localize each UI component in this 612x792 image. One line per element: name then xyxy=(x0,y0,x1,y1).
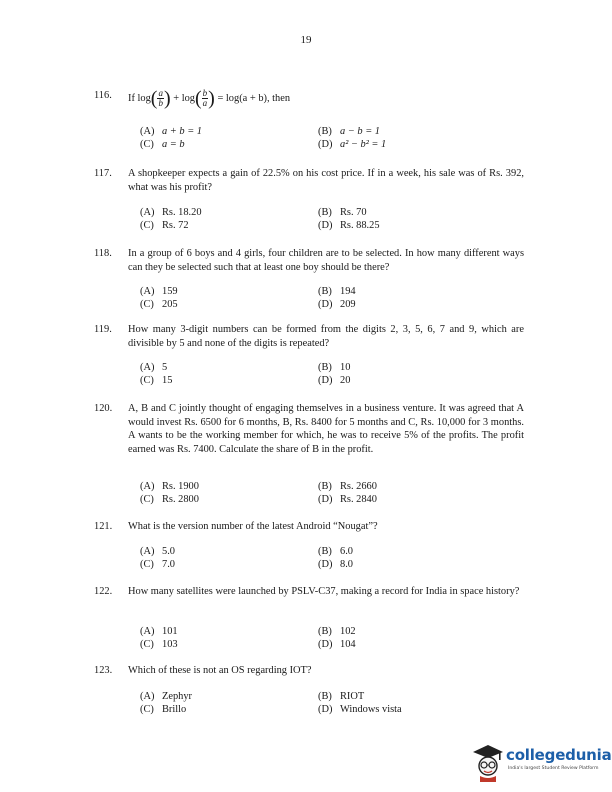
option-b[interactable]: (B) a − b = 1 xyxy=(318,126,380,137)
question-number: 122. xyxy=(94,586,113,597)
question-number: 118. xyxy=(94,248,112,259)
option-d[interactable]: (D) 209 xyxy=(318,299,356,310)
option-b[interactable]: (B) Rs. 2660 xyxy=(318,481,377,492)
question-118 xyxy=(94,247,524,274)
question-122 xyxy=(94,585,524,599)
question-text: How many 3-digit numbers can be formed from the digits 2, 3, 5, 6, 7 and 9, which are divisible by 5 and none of the digits is repeated? xyxy=(128,324,524,349)
option-c[interactable]: (C) 15 xyxy=(140,375,173,386)
question-text: What is the version number of the latest Android “Nougat”? xyxy=(128,521,378,532)
option-b[interactable]: (B) Rs. 70 xyxy=(318,207,367,218)
option-a[interactable]: (A) 159 xyxy=(140,286,178,297)
page-number: 19 xyxy=(300,34,312,46)
question-number: 116. xyxy=(94,90,112,101)
option-b[interactable]: (B) 194 xyxy=(318,286,356,297)
option-b[interactable]: (B) 6.0 xyxy=(318,546,353,557)
option-d[interactable]: (D) Rs. 2840 xyxy=(318,494,377,505)
fraction-a-over-b: $\frac{a}{b}$ xyxy=(158,88,163,108)
question-123 xyxy=(94,664,524,678)
option-a[interactable]: (A) Rs. 18.20 xyxy=(140,207,202,218)
option-c[interactable]: (C) 103 xyxy=(140,639,178,650)
question-number: 119. xyxy=(94,324,112,335)
question-text: A shopkeeper expects a gain of 22.5% on his cost price. If in a week, his sale was of Rs. 392, what was his profit? xyxy=(128,168,524,193)
brand-tagline: India's largest Student Review Platform xyxy=(508,766,599,771)
option-b[interactable]: (B) 10 xyxy=(318,362,351,373)
option-d[interactable]: (D) 8.0 xyxy=(318,559,353,570)
question-number: 121. xyxy=(94,521,113,532)
option-a[interactable]: (A) 5.0 xyxy=(140,546,175,557)
option-c[interactable]: (C) Rs. 2800 xyxy=(140,494,199,505)
collegedunia-logo[interactable] xyxy=(470,742,612,782)
question-120 xyxy=(94,402,524,456)
option-c[interactable]: (C) Rs. 72 xyxy=(140,220,189,231)
question-119 xyxy=(94,323,524,350)
option-b[interactable]: (B) RIOT xyxy=(318,691,365,702)
graduate-cap-mascot-icon xyxy=(470,742,506,782)
option-b[interactable]: (B) 102 xyxy=(318,626,356,637)
option-c[interactable]: (C) 205 xyxy=(140,299,178,310)
option-d[interactable]: (D) Windows vista xyxy=(318,704,402,715)
option-d[interactable]: (D) a² − b² = 1 xyxy=(318,139,387,150)
option-a[interactable]: (A) Rs. 1900 xyxy=(140,481,199,492)
question-116 xyxy=(94,89,524,108)
brand-name: collegedunia xyxy=(506,746,612,764)
option-d[interactable]: (D) 20 xyxy=(318,375,351,386)
math-plus-log: + log xyxy=(173,92,195,104)
option-a[interactable]: (A) 5 xyxy=(140,362,168,373)
option-a[interactable]: (A) Zephyr xyxy=(140,691,193,702)
option-d[interactable]: (D) 104 xyxy=(318,639,356,650)
question-number: 117. xyxy=(94,168,112,179)
option-d[interactable]: (D) Rs. 88.25 xyxy=(318,220,380,231)
math-equals: = log(a + b), then xyxy=(217,92,291,104)
question-text: In a group of 6 boys and 4 girls, four children are to be selected. In how many different ways can they be selected such that at least one boy should be there? xyxy=(128,248,524,273)
question-number: 123. xyxy=(94,665,113,676)
option-a[interactable]: (A) 101 xyxy=(140,626,178,637)
question-text: A, B and C jointly thought of engaging themselves in a business venture. It was agreed that A would invest Rs. 6500 for 6 months, B, Rs. 8400 for 5 months and C, Rs. 10,000 for 3 months. A wants to be the working member for which, he was to receive 5% of the profits. The profit earned was Rs. 7400. Calculate the share of B in the profit. xyxy=(128,403,524,455)
math-log: If log xyxy=(128,92,151,104)
fraction-b-over-a: $\frac{b}{a}$ xyxy=(202,88,208,108)
option-c[interactable]: (C) 7.0 xyxy=(140,559,175,570)
question-text: If log( $\frac{a}{b}$ ) + log( $\frac{b}{a}$ ) = log(a + b), then xyxy=(128,87,291,110)
question-text: How many satellites were launched by PSLV-C37, making a record for India in space history? xyxy=(128,586,520,597)
question-117 xyxy=(94,167,524,194)
option-c[interactable]: (C) a = b xyxy=(140,139,185,150)
question-121 xyxy=(94,520,524,534)
question-number: 120. xyxy=(94,403,113,414)
option-a[interactable]: (A) a + b = 1 xyxy=(140,126,202,137)
question-text: Which of these is not an OS regarding IOT? xyxy=(128,665,312,676)
option-c[interactable]: (C) Brillo xyxy=(140,704,187,715)
